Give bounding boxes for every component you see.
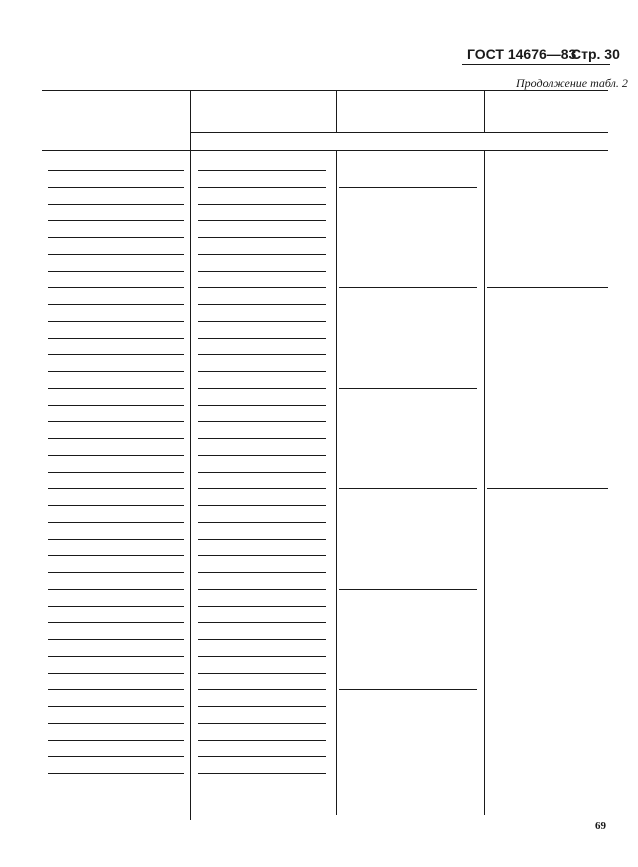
row-divider <box>198 204 326 205</box>
row-divider <box>198 237 326 238</box>
group-divider <box>339 187 477 188</box>
row-divider <box>48 170 184 171</box>
column-divider <box>336 150 337 815</box>
group-divider <box>487 488 608 489</box>
row-divider <box>198 388 326 389</box>
row-divider <box>198 170 326 171</box>
row-divider <box>48 673 184 674</box>
row-divider <box>48 354 184 355</box>
row-divider <box>198 271 326 272</box>
group-divider <box>487 287 608 288</box>
row-divider <box>48 756 184 757</box>
row-divider <box>48 689 184 690</box>
row-divider <box>198 405 326 406</box>
row-divider <box>198 639 326 640</box>
row-divider <box>48 706 184 707</box>
row-divider <box>48 740 184 741</box>
row-divider <box>198 287 326 288</box>
subheader-top-rule <box>190 132 608 133</box>
row-divider <box>48 271 184 272</box>
row-divider <box>48 522 184 523</box>
row-divider <box>48 723 184 724</box>
group-divider <box>339 689 477 690</box>
row-divider <box>48 472 184 473</box>
row-divider <box>198 304 326 305</box>
row-divider <box>48 371 184 372</box>
row-divider <box>198 438 326 439</box>
row-divider <box>48 539 184 540</box>
row-divider <box>48 455 184 456</box>
row-divider <box>48 639 184 640</box>
row-divider <box>198 723 326 724</box>
row-divider <box>198 371 326 372</box>
gost-title: ГОСТ 14676—83 <box>467 46 577 62</box>
group-divider <box>339 388 477 389</box>
row-divider <box>48 388 184 389</box>
column-divider <box>190 90 191 820</box>
group-divider <box>339 589 477 590</box>
row-divider <box>198 773 326 774</box>
page-number: 69 <box>595 820 606 832</box>
row-divider <box>198 338 326 339</box>
row-divider <box>198 622 326 623</box>
row-divider <box>48 304 184 305</box>
row-divider <box>198 522 326 523</box>
row-divider <box>198 555 326 556</box>
row-divider <box>198 673 326 674</box>
header-bottom-rule <box>42 150 608 151</box>
row-divider <box>48 438 184 439</box>
row-divider <box>48 220 184 221</box>
row-divider <box>198 354 326 355</box>
row-divider <box>48 187 184 188</box>
row-divider <box>48 338 184 339</box>
row-divider <box>48 405 184 406</box>
column-divider <box>336 90 337 132</box>
row-divider <box>48 287 184 288</box>
group-divider <box>339 488 477 489</box>
row-divider <box>198 706 326 707</box>
table-top-rule <box>42 90 608 91</box>
row-divider <box>198 606 326 607</box>
row-divider <box>198 187 326 188</box>
row-divider <box>198 572 326 573</box>
row-divider <box>198 455 326 456</box>
row-divider <box>48 321 184 322</box>
row-divider <box>48 589 184 590</box>
header-rule <box>462 64 610 65</box>
row-divider <box>48 572 184 573</box>
row-divider <box>198 740 326 741</box>
row-divider <box>48 505 184 506</box>
row-divider <box>198 589 326 590</box>
row-divider <box>198 689 326 690</box>
row-divider <box>48 488 184 489</box>
group-divider <box>339 287 477 288</box>
column-divider <box>484 90 485 132</box>
row-divider <box>48 773 184 774</box>
row-divider <box>198 656 326 657</box>
continuation-label: Продолжение табл. 2 <box>516 76 628 90</box>
row-divider <box>48 622 184 623</box>
column-divider <box>484 150 485 815</box>
row-divider <box>48 421 184 422</box>
row-divider <box>48 606 184 607</box>
row-divider <box>198 472 326 473</box>
row-divider <box>198 254 326 255</box>
row-divider <box>48 656 184 657</box>
row-divider <box>198 539 326 540</box>
row-divider <box>198 220 326 221</box>
row-divider <box>198 488 326 489</box>
row-divider <box>198 421 326 422</box>
row-divider <box>48 237 184 238</box>
row-divider <box>198 321 326 322</box>
row-divider <box>198 756 326 757</box>
row-divider <box>198 505 326 506</box>
page-label: Стр. 30 <box>571 46 620 62</box>
row-divider <box>48 254 184 255</box>
row-divider <box>48 204 184 205</box>
row-divider <box>48 555 184 556</box>
